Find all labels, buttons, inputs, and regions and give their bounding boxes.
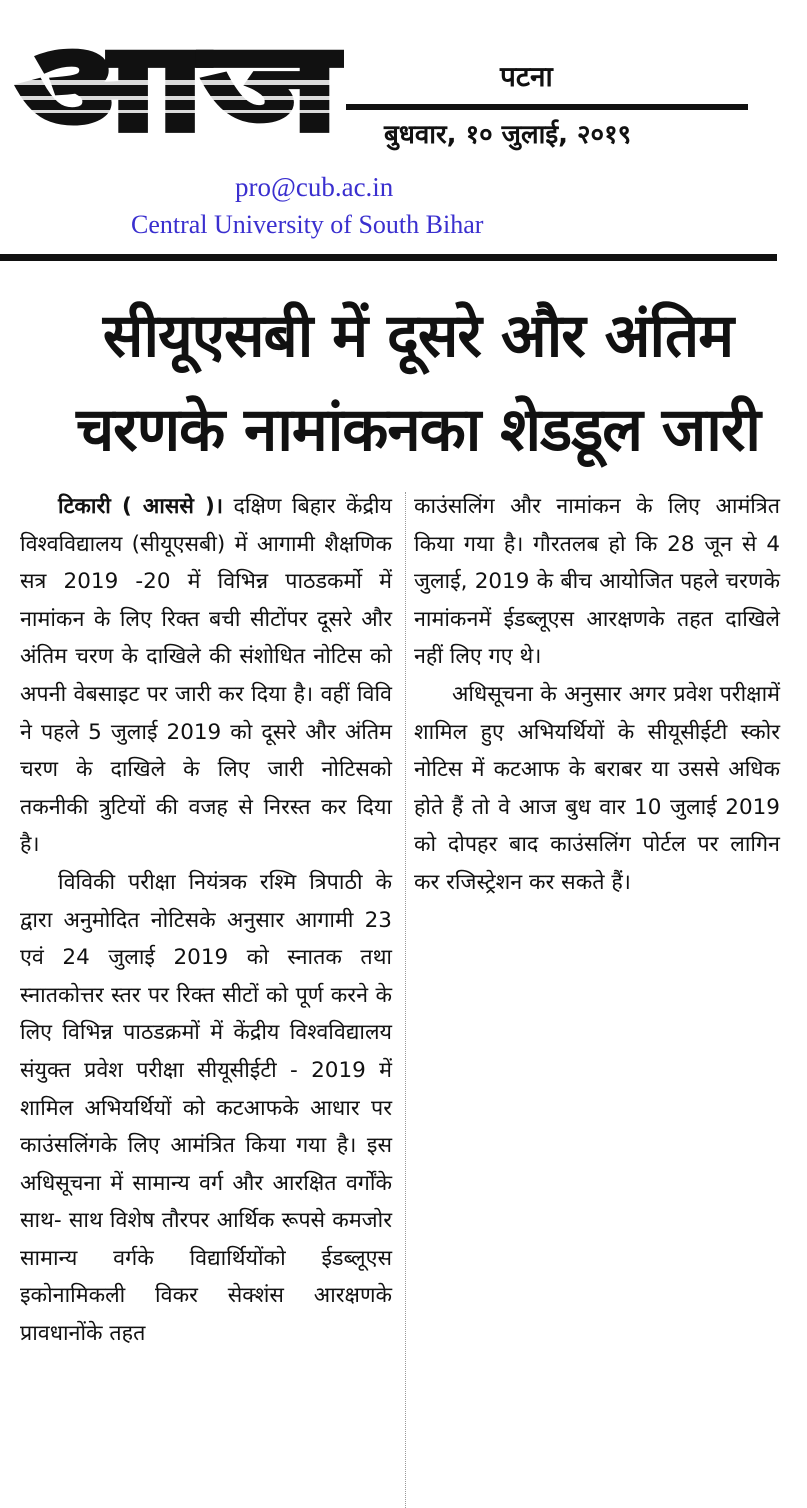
edition-city: पटना xyxy=(500,60,553,93)
masthead-divider xyxy=(346,104,748,110)
article-paragraph-1 xyxy=(20,488,392,864)
article-paragraph-4: अधिसूचना के अनुसार अगर प्रवेश परीक्षामें शामिल हुए अभियर्थियों के सीयूसीईटी स्कोर नोटिस में कटआफ के बराबर या उससे अधिक होते हैं तो वे आज बुध वार 10 जुलाई 2019 को दोपहर बाद काउंसलिंग पोर्टल पर लागिन कर रजिस्ट्रेशन कर सकते हैं। xyxy=(414,681,780,895)
article-paragraph-3: काउंसलिंग और नामांकन के लिए आमंत्रित किया गया है। गौरतलब हो कि 28 जून से 4 जुलाई, 2019 के बीच आयोजित पहले चरणके नामांकनमें ईडब्लूएस आरक्षणके तहत दाखिले नहीं लिए गए थे। xyxy=(414,494,780,670)
headline-line-1: सीयूएसबी में दूसरे और अंतिम xyxy=(102,301,734,371)
paragraph-1-text: दक्षिण बिहार केंद्रीय विश्वविद्यालय (सीयूएसबी) में आगामी शैक्षणिक सत्र 2019 -20 में विभिन्न पाठडकर्मो में नामांकन के लिए रिक्त बची सीटोंपर दूसरे और अंतिम चरण के दाखिले की संशोधित नोटिस को अपनी वेबसाइट पर जारी कर दिया है। वहीं विवि ने पहले 5 जुलाई 2019 को दूसरे और अंतिम चरण के दाखिले के लिए जारी नोटिसको तकनीकी त्रुटियों की वजह से निरस्त कर दिया है। xyxy=(20,494,392,858)
source-email: pro@cub.ac.in xyxy=(235,172,394,202)
source-university: Central University of South Bihar xyxy=(131,210,484,239)
dateline: टिकारी ( आससे )। xyxy=(58,494,224,519)
newspaper-logo xyxy=(14,20,344,140)
header-rule xyxy=(0,254,777,261)
article-column-right xyxy=(414,488,780,902)
publication-date: बुधवार, १० जुलाई, २०१९ xyxy=(384,120,632,150)
article-column-left xyxy=(20,488,392,1353)
article-paragraph-2: विविकी परीक्षा नियंत्रक रश्मि त्रिपाठी के द्वारा अनुमोदित नोटिसके अनुसार आगामी 23 एवं 24 जुलाई 2019 को स्नातक तथा स्नातकोत्तर स्तर पर रिक्त सीटों को पूर्ण करने के लिए विभिन्न पाठडक्रमों में केंद्रीय विश्वविद्यालय संयुक्त प्रवेश परीक्षा सीयूसीईटी - 2019 में शामिल अभियर्थियों को कटआफके आधार पर काउंसलिंगके लिए आमंत्रित किया गया है। इस अधिसूचना में सामान्य वर्ग और आरक्षित वर्गोंके साथ- साथ विशेष तौरपर आर्थिक रूपसे कमजोर सामान्य वर्गके विद्यार्थियोंको ईडब्लूएस इकोनामिकली विकर सेक्शंस आरक्षणके प्रावधानोंके तहत xyxy=(20,869,392,1347)
column-divider xyxy=(405,492,406,1508)
headline-line-2: चरणके नामांकनका शेडडूल जारी xyxy=(76,395,760,465)
